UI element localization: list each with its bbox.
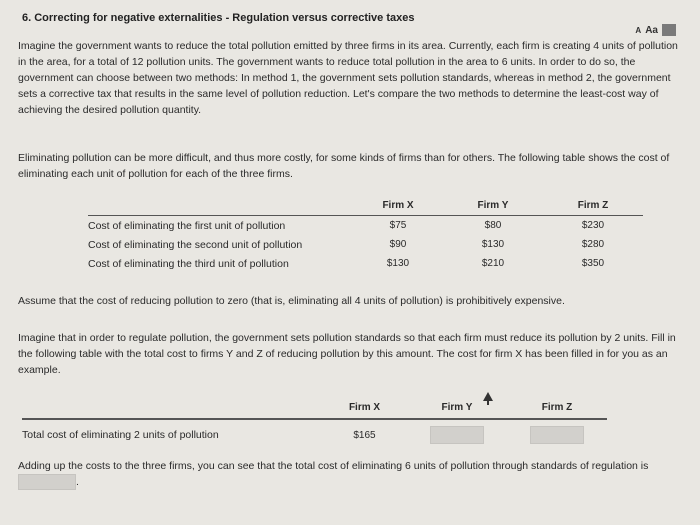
firm-y-total-input[interactable] xyxy=(430,426,484,444)
row-label: Cost of eliminating the first unit of pollution xyxy=(88,219,286,232)
text-size-small[interactable]: A xyxy=(635,25,642,35)
header-blank xyxy=(22,400,322,419)
cost-table xyxy=(88,198,643,273)
firm-x-total: $165 xyxy=(353,429,376,441)
row-label: Cost of eliminating the third unit of pollution xyxy=(88,257,289,270)
bookmark-icon[interactable] xyxy=(662,24,676,36)
total-cost-input[interactable] xyxy=(18,474,76,490)
table-row xyxy=(88,216,643,236)
firm-y-cost: $80 xyxy=(484,220,502,231)
header-firm-x: Firm X xyxy=(322,400,407,419)
firm-y-cost: $130 xyxy=(481,239,505,250)
firm-x-cost: $75 xyxy=(389,220,407,231)
table-row xyxy=(88,254,643,273)
summary-paragraph xyxy=(18,458,688,490)
summary-period: . xyxy=(76,476,79,488)
firm-z-cost: $230 xyxy=(581,220,605,231)
header-firm-z: Firm Z xyxy=(543,198,643,216)
assumption-paragraph: Assume that the cost of reducing pollution to zero (that is, eliminating all 4 units of pollution) is prohibitively expensive. xyxy=(18,295,565,307)
cost-intro-paragraph: Eliminating pollution can be more difficult, and thus more costly, for some kinds of firms than for others. The following table shows the cost of eliminating each unit of pollution for each of the three firms. xyxy=(18,152,670,180)
row-label: Total cost of eliminating 2 units of pollution xyxy=(22,429,219,441)
text-size-large[interactable]: Aa xyxy=(645,24,658,36)
summary-text: Adding up the costs to the three firms, you can see that the total cost of eliminating 6 units of pollution through standards of regulation is xyxy=(18,460,649,472)
table-row xyxy=(22,419,607,450)
header-firm-x: Firm X xyxy=(353,198,443,216)
intro-paragraph: Imagine the government wants to reduce the total pollution emitted by three firms in its area. Currently, each firm is creating 4 units of pollution in the area, for a total of 12 pollution units. The government wants to reduce total pollution in the area to 6 units. In order to do so, the government can choose between two methods: In method 1, the government sets pollution standards, whereas in method 2, the government sets a corrective tax that results in the same level of pollution reduction. Let's compare the two methods to determine the least-cost way of achieving the desired pollution quantity. xyxy=(18,40,678,116)
text-size-control[interactable] xyxy=(635,24,676,36)
regulation-paragraph: Imagine that in order to regulate pollution, the government sets pollution standards so that each firm must reduce its pollution by 2 units. Fill in the following table with the total cost to firms Y and Z of reducing pollution by this amount. The cost for firm X has been filled in for you as an example. xyxy=(18,332,676,376)
total-cost-table xyxy=(22,400,607,450)
firm-z-total-input[interactable] xyxy=(530,426,584,444)
firm-z-cost: $350 xyxy=(581,258,605,269)
firm-y-cost: $210 xyxy=(481,258,505,269)
header-firm-y: Firm Y xyxy=(407,400,507,419)
total-table-header xyxy=(22,400,607,419)
firm-z-total-cell xyxy=(507,419,607,450)
firm-z-cost: $280 xyxy=(581,239,605,250)
firm-x-cost: $90 xyxy=(389,239,407,250)
header-firm-z: Firm Z xyxy=(507,400,607,419)
header-firm-y: Firm Y xyxy=(443,198,543,216)
firm-y-total-cell xyxy=(407,419,507,450)
mouse-cursor-icon xyxy=(483,392,493,401)
question-title: 6. Correcting for negative externalities - Regulation versus corrective taxes xyxy=(22,12,415,24)
table-row xyxy=(88,235,643,254)
cost-table-header xyxy=(88,198,643,216)
row-label: Cost of eliminating the second unit of pollution xyxy=(88,238,303,251)
firm-x-cost: $130 xyxy=(386,258,410,269)
header-blank xyxy=(88,198,353,216)
